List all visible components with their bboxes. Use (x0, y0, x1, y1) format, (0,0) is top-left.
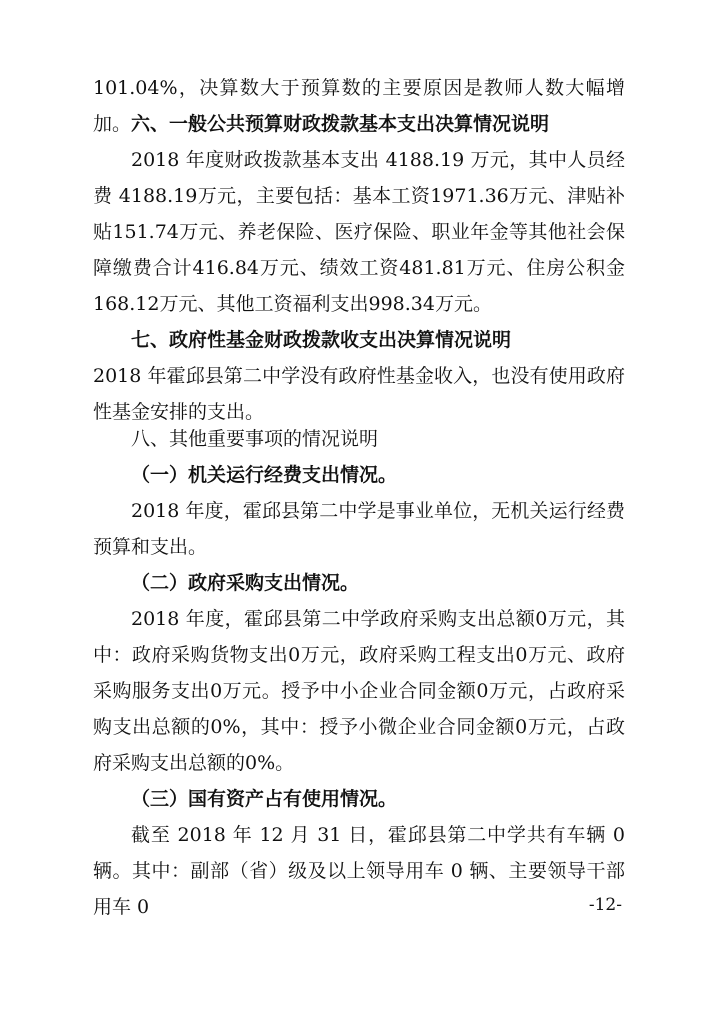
heading-section-8-3: （三）国有资产占有使用情况。 (131, 788, 398, 810)
heading-section-7: 七、政府性基金财政拨款收支出决算情况说明 (131, 329, 512, 351)
page-number: -12- (588, 895, 622, 915)
paragraph-section-8-1: 2018 年度，霍邱县第二中学是事业单位，无机关运行经费预算和支出。 (93, 500, 625, 558)
heading-section-8-1: （一）机关运行经费支出情况。 (131, 464, 398, 486)
paragraph-section-8-3: 截至 2018 年 12 月 31 日，霍邱县第二中学共有车辆 0 辆。其中：副部（省）级及以上领导用车 0 辆、主要领导干部用车 0 (93, 824, 625, 918)
paragraph-section-8-2: 2018 年度，霍邱县第二中学政府采购支出总额0万元，其中：政府采购货物支出0万元，政府采购工程支出0万元、政府采购服务支出0万元。授予中小企业合同金额0万元，占政府采购支出总额的0%，其中：授予小微企业合同金额0万元，占政府采购支出总额的0%。 (93, 608, 625, 774)
heading-section-8: 八、其他重要事项的情况说明 (131, 428, 379, 450)
heading-section-8-2: （二）政府采购支出情况。 (131, 572, 360, 594)
paragraph-intro: 101.04%，决算数大于预算数的主要原因是教师人数大幅增加。 (93, 77, 625, 135)
heading-section-6: 六、一般公共预算财政拨款基本支出决算情况说明 (131, 113, 550, 135)
paragraph-section-7: 2018 年霍邱县第二中学没有政府性基金收入，也没有使用政府性基金安排的支出。 (93, 365, 625, 423)
paragraph-section-6: 2018 年度财政拨款基本支出 4188.19 万元，其中人员经费 4188.19万元，主要包括：基本工资1971.36万元、津贴补贴151.74万元、养老保险、医疗保险、职业年金等其他社会保障缴费合计416.84万元、绩效工资481.81万元、住房公积金168.12万元、其他工资福利支出998.34万元。 (93, 149, 625, 315)
